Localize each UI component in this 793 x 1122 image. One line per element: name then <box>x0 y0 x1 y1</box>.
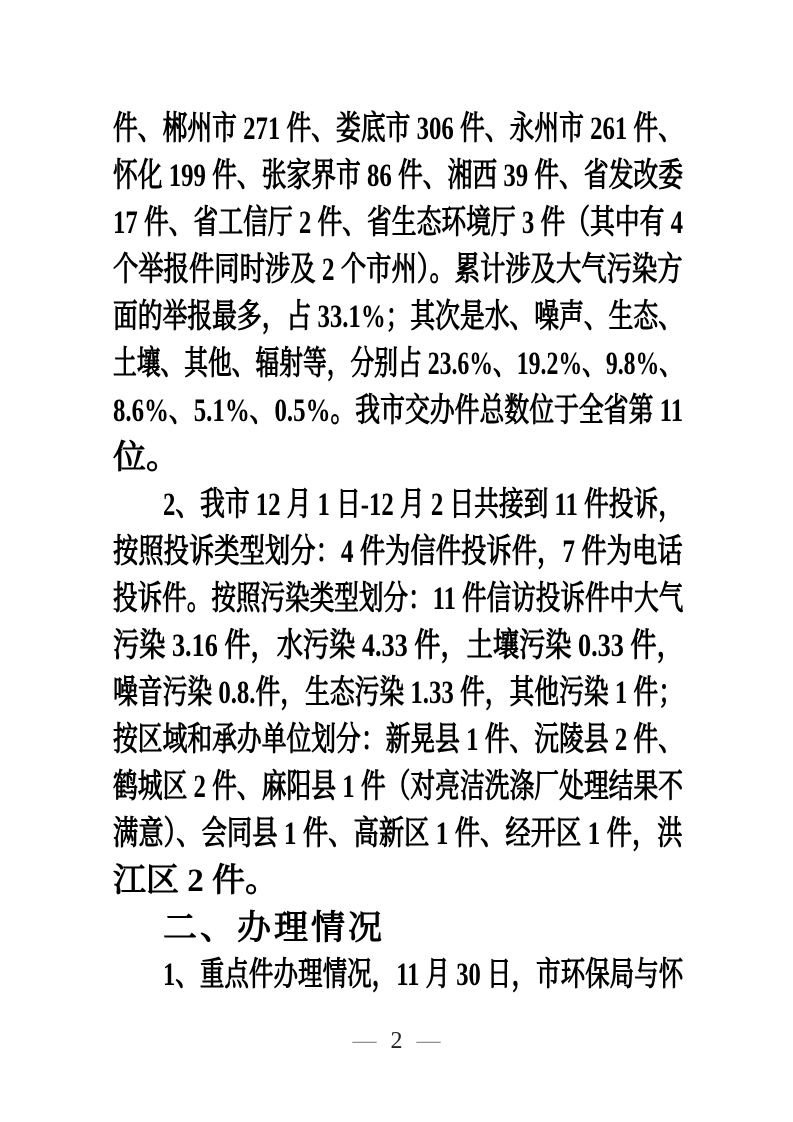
paragraph-line: 面的举报最多，占 33.1%；其次是水、噪声、生态、 <box>113 299 683 335</box>
document-body <box>113 106 683 999</box>
paragraph-line: 投诉件。按照污染类型划分：11 件信访投诉件中大气 <box>113 581 684 617</box>
section-heading: 二、办理情况 <box>163 909 385 947</box>
paragraph-line: 满意）、会同县 1 件、高新区 1 件、经开区 1 件，洪 <box>113 816 683 852</box>
paragraph-line: 江区 2 件。 <box>113 863 278 899</box>
paragraph-line: 污染 3.16 件，水污染 4.33 件，土壤污染 0.33 件， <box>113 628 683 664</box>
footer-dash-right: — <box>416 1028 441 1054</box>
page-number: 2 <box>390 1028 403 1054</box>
paragraph-line: 土壤、其他、辐射等，分别占 23.6%、19.2%、9.8%、 <box>113 346 683 382</box>
paragraph-line: 1、重点件办理情况，11 月 30 日，市环保局与怀 <box>163 957 684 993</box>
paragraph-line: 鹤城区 2 件、麻阳县 1 件（对亮洁洗涤厂处理结果不 <box>113 769 683 805</box>
paragraph-line: 按照投诉类型划分：4 件为信件投诉件，7 件为电话 <box>113 534 683 570</box>
paragraph-line: 个举报件同时涉及 2 个市州）。累计涉及大气污染方 <box>113 252 683 288</box>
paragraph-line: 噪音污染 0.8.件，生态污染 1.33 件，其他污染 1 件； <box>113 675 683 711</box>
paragraph-line: 位。 <box>113 440 179 476</box>
paragraph-line: 件、郴州市 271 件、娄底市 306 件、永州市 261 件、 <box>113 111 683 147</box>
paragraph-line: 按区域和承办单位划分：新晃县 1 件、沅陵县 2 件、 <box>113 722 683 758</box>
footer-dash-left: — <box>352 1028 377 1054</box>
paragraph-line: 8.6%、5.1%、0.5%。我市交办件总数位于全省第 11 <box>113 393 684 429</box>
paragraph-line: 17 件、省工信厅 2 件、省生态环境厅 3 件（其中有 4 <box>113 205 683 241</box>
paragraph-line: 2、我市 12 月 1 日-12 月 2 日共接到 11 件投诉， <box>163 487 683 523</box>
page-footer <box>0 1028 793 1055</box>
paragraph-line: 怀化 199 件、张家界市 86 件、湘西 39 件、省发改委 <box>113 158 683 194</box>
